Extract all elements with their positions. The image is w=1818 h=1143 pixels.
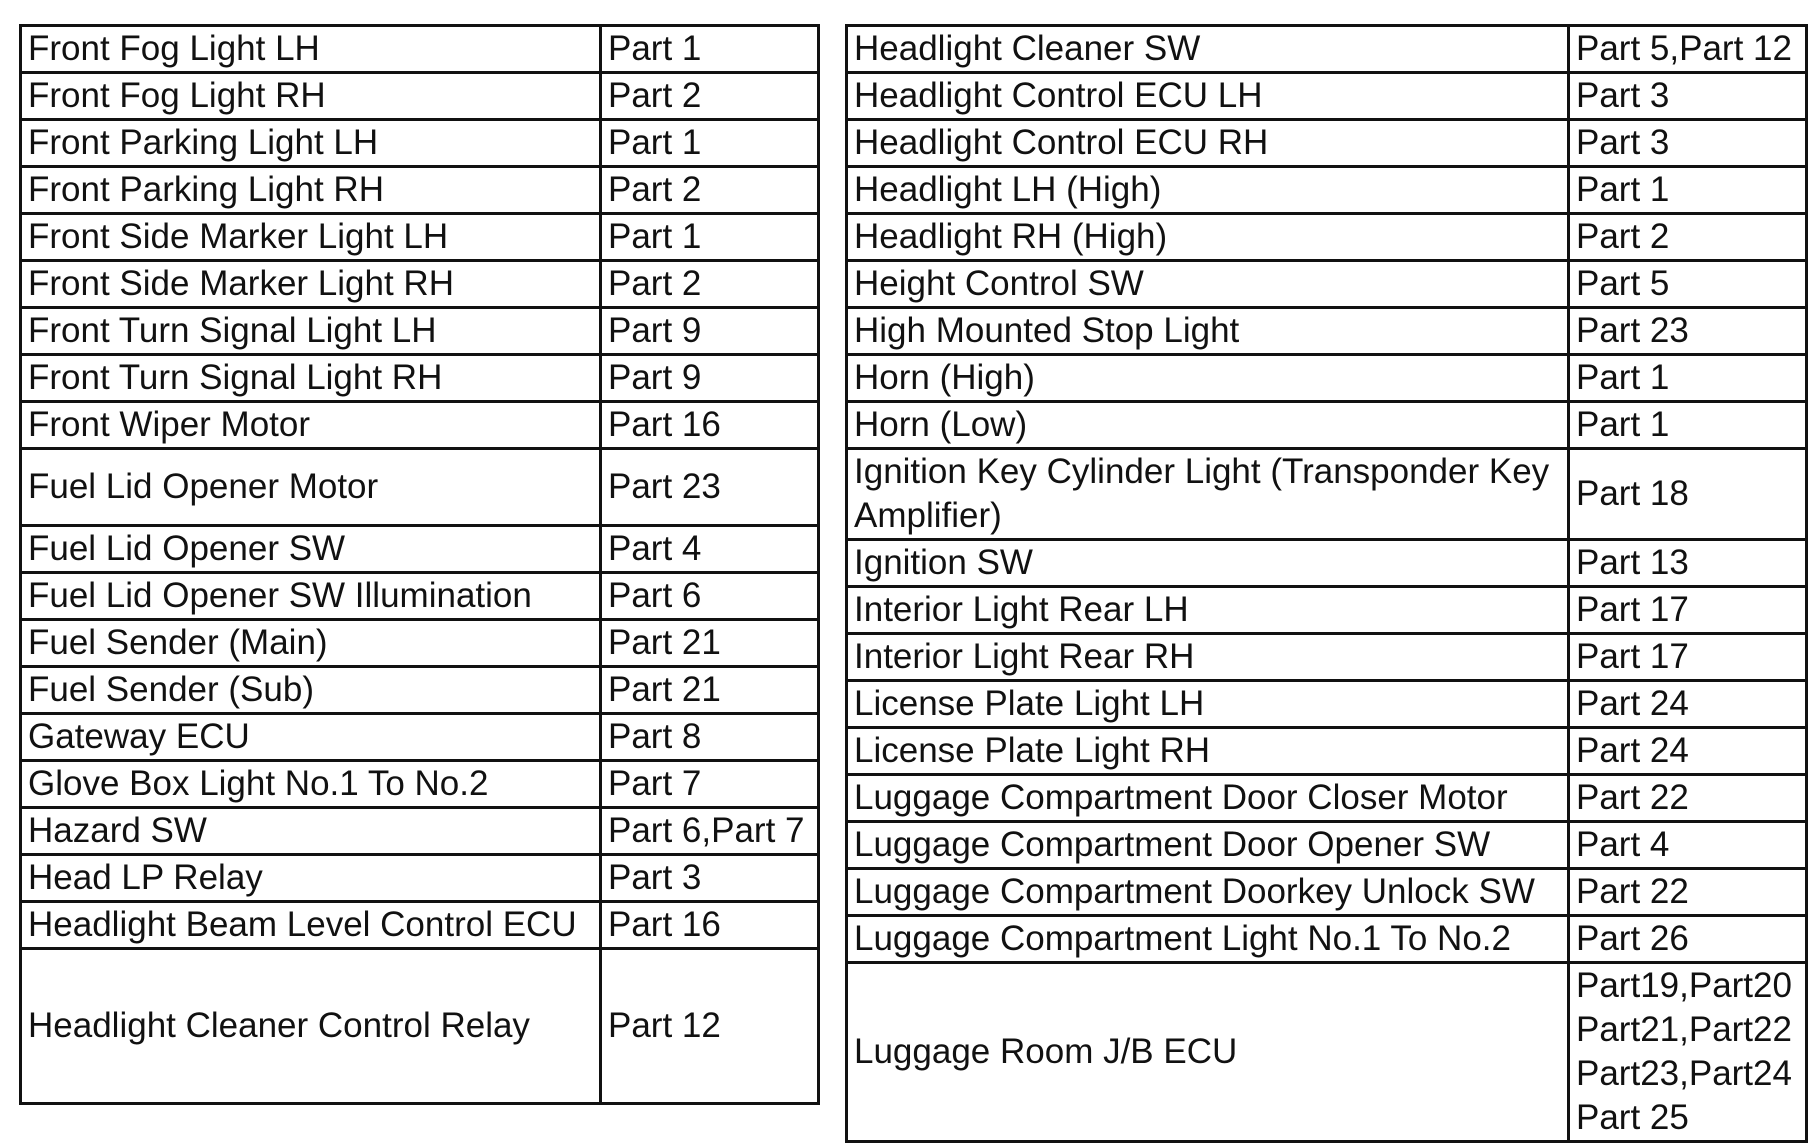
table-row <box>847 775 1807 822</box>
part-reference-cell: Part 4 <box>601 526 819 573</box>
part-reference-cell: Part 21 <box>601 667 819 714</box>
table-row <box>21 261 819 308</box>
table-row <box>847 308 1807 355</box>
part-reference-cell: Part 17 <box>1569 634 1807 681</box>
component-name-cell: Luggage Compartment Doorkey Unlock SW <box>847 869 1569 916</box>
part-reference-cell: Part 23 <box>1569 308 1807 355</box>
component-name-cell: Headlight RH (High) <box>847 214 1569 261</box>
part-reference-cell: Part 18 <box>1569 449 1807 540</box>
table-row <box>21 620 819 667</box>
component-name-cell: Horn (High) <box>847 355 1569 402</box>
table-row <box>847 449 1807 540</box>
part-reference-cell: Part 1 <box>601 26 819 73</box>
table-row <box>847 355 1807 402</box>
part-reference-cell: Part 1 <box>601 214 819 261</box>
part-reference-cell: Part 21 <box>601 620 819 667</box>
component-name-cell: Headlight Control ECU LH <box>847 73 1569 120</box>
part-reference-cell: Part 2 <box>601 261 819 308</box>
component-name-cell: Horn (Low) <box>847 402 1569 449</box>
component-name-cell: Luggage Compartment Light No.1 To No.2 <box>847 916 1569 963</box>
component-name-cell: Luggage Room J/B ECU <box>847 963 1569 1142</box>
part-reference-cell: Part 17 <box>1569 587 1807 634</box>
component-name-cell: Luggage Compartment Door Opener SW <box>847 822 1569 869</box>
table-row <box>21 402 819 449</box>
part-reference-cell: Part 22 <box>1569 869 1807 916</box>
table-row <box>21 120 819 167</box>
component-name-cell: Interior Light Rear LH <box>847 587 1569 634</box>
component-name-cell: Fuel Lid Opener Motor <box>21 449 601 526</box>
table-row <box>847 540 1807 587</box>
table-row <box>847 402 1807 449</box>
part-reference-cell: Part 7 <box>601 761 819 808</box>
part-reference-cell: Part 1 <box>1569 402 1807 449</box>
part-reference-cell: Part 8 <box>601 714 819 761</box>
table-row <box>21 449 819 526</box>
part-reference-cell: Part 2 <box>601 167 819 214</box>
component-name-cell: Headlight LH (High) <box>847 167 1569 214</box>
component-name-cell: Ignition SW <box>847 540 1569 587</box>
table-row <box>21 808 819 855</box>
component-name-cell: Gateway ECU <box>21 714 601 761</box>
table-row <box>847 261 1807 308</box>
part-reference-cell: Part 16 <box>601 402 819 449</box>
table-row <box>847 963 1807 1142</box>
table-row <box>847 73 1807 120</box>
component-name-cell: Front Parking Light RH <box>21 167 601 214</box>
part-reference-cell: Part 24 <box>1569 681 1807 728</box>
component-name-cell: License Plate Light LH <box>847 681 1569 728</box>
table-row <box>21 73 819 120</box>
table-row <box>21 526 819 573</box>
part-reference-cell: Part 26 <box>1569 916 1807 963</box>
component-table-left <box>19 24 820 1105</box>
component-table-right <box>845 24 1808 1143</box>
part-reference-cell: Part 3 <box>1569 120 1807 167</box>
table-row <box>847 167 1807 214</box>
part-reference-cell: Part 2 <box>1569 214 1807 261</box>
table-row <box>21 667 819 714</box>
part-reference-cell: Part 13 <box>1569 540 1807 587</box>
table-row <box>21 902 819 949</box>
table-row <box>21 308 819 355</box>
part-reference-cell: Part 3 <box>601 855 819 902</box>
component-name-cell: Front Wiper Motor <box>21 402 601 449</box>
part-reference-cell: Part 22 <box>1569 775 1807 822</box>
part-reference-cell: Part 3 <box>1569 73 1807 120</box>
component-name-cell: Headlight Cleaner Control Relay <box>21 949 601 1104</box>
part-reference-cell: Part19,Part20 Part21,Part22 Part23,Part24 Part 25 <box>1569 963 1807 1142</box>
table-row <box>847 728 1807 775</box>
component-name-cell: Fuel Lid Opener SW <box>21 526 601 573</box>
table-row <box>847 26 1807 73</box>
part-reference-cell: Part 6,Part 7 <box>601 808 819 855</box>
component-name-cell: Front Fog Light LH <box>21 26 601 73</box>
part-reference-cell: Part 2 <box>601 73 819 120</box>
table-row <box>847 634 1807 681</box>
table-row <box>21 26 819 73</box>
table-row <box>847 681 1807 728</box>
component-name-cell: Headlight Cleaner SW <box>847 26 1569 73</box>
table-row <box>21 214 819 261</box>
component-name-cell: High Mounted Stop Light <box>847 308 1569 355</box>
component-name-cell: Front Fog Light RH <box>21 73 601 120</box>
component-name-cell: Front Parking Light LH <box>21 120 601 167</box>
component-name-cell: Headlight Control ECU RH <box>847 120 1569 167</box>
part-reference-cell: Part 23 <box>601 449 819 526</box>
component-name-cell: Hazard SW <box>21 808 601 855</box>
component-name-cell: Headlight Beam Level Control ECU <box>21 902 601 949</box>
part-reference-cell: Part 6 <box>601 573 819 620</box>
table-row <box>21 949 819 1104</box>
table-row <box>21 761 819 808</box>
part-reference-cell: Part 1 <box>1569 355 1807 402</box>
component-name-cell: Interior Light Rear RH <box>847 634 1569 681</box>
part-reference-cell: Part 12 <box>601 949 819 1104</box>
table-row <box>847 214 1807 261</box>
table-row <box>21 573 819 620</box>
component-name-cell: Glove Box Light No.1 To No.2 <box>21 761 601 808</box>
table-row <box>21 355 819 402</box>
component-name-cell: Fuel Sender (Main) <box>21 620 601 667</box>
table-row <box>847 120 1807 167</box>
part-reference-cell: Part 1 <box>601 120 819 167</box>
part-reference-cell: Part 5,Part 12 <box>1569 26 1807 73</box>
table-row <box>21 714 819 761</box>
table-row <box>21 167 819 214</box>
part-reference-cell: Part 9 <box>601 308 819 355</box>
table-body-left <box>21 26 819 1104</box>
part-reference-cell: Part 4 <box>1569 822 1807 869</box>
component-name-cell: License Plate Light RH <box>847 728 1569 775</box>
table-row <box>847 869 1807 916</box>
component-name-cell: Front Turn Signal Light RH <box>21 355 601 402</box>
table-row <box>847 916 1807 963</box>
component-name-cell: Front Side Marker Light RH <box>21 261 601 308</box>
component-name-cell: Fuel Sender (Sub) <box>21 667 601 714</box>
part-reference-cell: Part 9 <box>601 355 819 402</box>
component-name-cell: Ignition Key Cylinder Light (Transponder Key Amplifier) <box>847 449 1569 540</box>
part-reference-cell: Part 5 <box>1569 261 1807 308</box>
table-row <box>847 822 1807 869</box>
table-row <box>847 587 1807 634</box>
component-name-cell: Fuel Lid Opener SW Illumination <box>21 573 601 620</box>
table-row <box>21 855 819 902</box>
component-name-cell: Luggage Compartment Door Closer Motor <box>847 775 1569 822</box>
part-reference-cell: Part 16 <box>601 902 819 949</box>
part-reference-cell: Part 1 <box>1569 167 1807 214</box>
table-body-right <box>847 26 1807 1142</box>
component-name-cell: Head LP Relay <box>21 855 601 902</box>
component-name-cell: Height Control SW <box>847 261 1569 308</box>
component-name-cell: Front Side Marker Light LH <box>21 214 601 261</box>
part-reference-cell: Part 24 <box>1569 728 1807 775</box>
component-name-cell: Front Turn Signal Light LH <box>21 308 601 355</box>
